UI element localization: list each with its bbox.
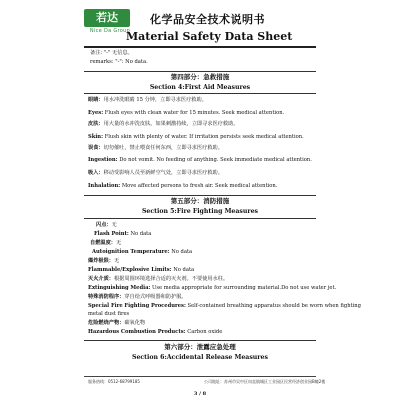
fire-line: 灭火介质：根据周围环境选择合适的灭火剂。不要使用水柱。 xyxy=(88,276,229,282)
fire-line: Flammable/Explosive Limits: No data xyxy=(88,267,195,273)
fire-line: 危险燃烧产物：碳氧化物 xyxy=(88,320,146,326)
section-divider xyxy=(84,218,316,219)
fire-line: 特殊消防程序：穿自给式呼吸器和防护服。 xyxy=(88,294,187,300)
first-aid-line: Ingestion: Do not vomit. No feeding of anything. Seek immediate medical attention. xyxy=(88,157,312,163)
section6-title-en: Section 6:Accidental Release Measures xyxy=(132,354,268,361)
page-number: 3 / 8 xyxy=(193,391,207,397)
section5-title-en: Section 5:Fire Fighting Measures xyxy=(141,208,259,215)
section4-title-en: Section 4:First Aid Measures xyxy=(149,84,251,91)
first-aid-line: 误食：切勿催吐，禁止喂食任何东西，立即寻求医疗救助。 xyxy=(88,145,223,151)
fire-line: Flash Point: No data xyxy=(94,231,152,237)
fire-line: Hazardous Combustion Products: Carbon oxide xyxy=(88,329,223,335)
fire-line: 自燃温度：无 xyxy=(90,240,122,246)
footer-address: 公司地址：苏州市吴中区甪直镇城区工业园区民营经济创业园B幢2楼 xyxy=(204,379,326,384)
footer-phone: 服务热线：0512-68799185 xyxy=(88,379,140,384)
fire-line: metal dust fires xyxy=(88,311,130,317)
fire-line: Special Fire Fighting Procedures: Self-contained breathing apparatus should be worn when fighting xyxy=(88,303,361,309)
first-aid-line: Skin: Flush skin with plenty of water. If irritation persists seek medical attention. xyxy=(88,134,304,140)
first-aid-line: 眼睛：用水冲洗眼睛 15 分钟，立即寻求医疗救助。 xyxy=(88,97,207,103)
first-aid-line: 皮肤：用大量的水冲洗皮肤。如果刺激持续，立即寻求医疗救助。 xyxy=(88,121,239,127)
fire-line: Autoignition Temperature: No data xyxy=(92,249,193,255)
section5-title-zh: 第五部分：消防措施 xyxy=(170,197,230,205)
fire-line: 闪点：无 xyxy=(96,222,117,228)
fire-line: Extinguishing Media: Use media appropriate for surrounding material.Do not use water jet. xyxy=(88,285,337,291)
section-divider xyxy=(84,340,316,341)
company-logo: 若达 xyxy=(84,9,130,27)
remarks-en: remarks: "-": No data. xyxy=(90,59,148,65)
section-divider xyxy=(84,93,316,94)
section4-title-zh: 第四部分：急救措施 xyxy=(170,73,230,81)
remarks-zh: 备注: "-" 无信息。 xyxy=(90,50,133,56)
first-aid-line: Eyes: Flush eyes with clean water for 15 minutes. Seek medical attention. xyxy=(88,110,285,116)
section6-title-zh: 第六部分：泄露应急处理 xyxy=(164,343,236,351)
first-aid-line: Inhalation: Move affected persons to fresh air. Seek medical attention. xyxy=(88,183,278,189)
first-aid-line: 吸入：移动受影响人员至新鲜空气处，立即寻求医疗救助。 xyxy=(88,170,223,176)
company-logo-subtitle: Nice Da Group xyxy=(89,28,131,34)
section-divider xyxy=(84,195,316,196)
fire-line: 爆炸极限：无 xyxy=(88,258,120,264)
section-divider xyxy=(84,71,316,72)
footer-divider xyxy=(84,376,316,377)
title-english: Material Safety Data Sheet xyxy=(126,30,293,43)
title-chinese: 化学品安全技术说明书 xyxy=(150,13,265,26)
header-divider xyxy=(84,46,316,48)
